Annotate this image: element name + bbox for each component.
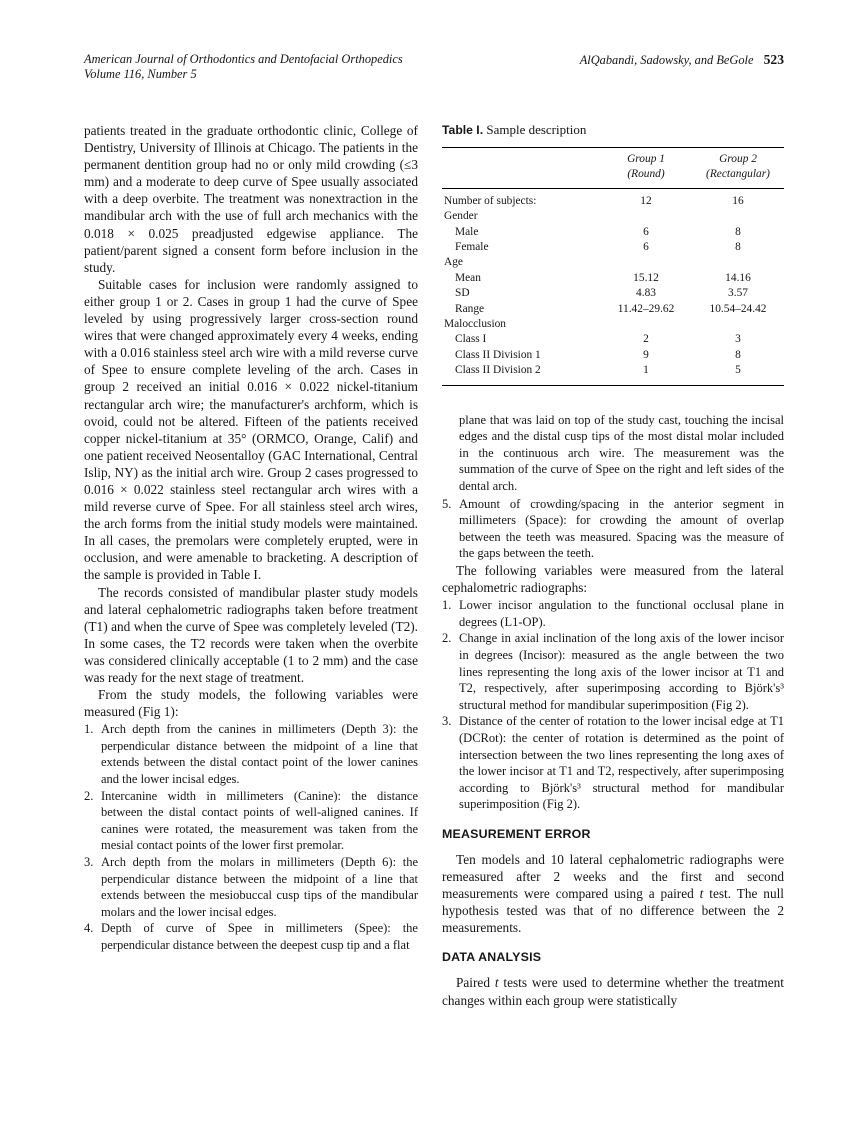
table-cell-value — [600, 317, 692, 332]
table-caption-text: Sample description — [486, 122, 587, 137]
table-cell-value: 3 — [735, 333, 741, 346]
right-column — [442, 122, 784, 1009]
list-number: 5. — [442, 496, 452, 511]
journal-info — [84, 52, 403, 82]
table-cell-label: Class II Division 2 — [455, 364, 541, 377]
list-item — [84, 721, 418, 787]
table-cell-value: 2 — [643, 333, 649, 346]
cephalometric-variables-list — [442, 597, 784, 813]
paragraph-part-italic: t — [494, 975, 499, 991]
list-number: 4. — [84, 921, 94, 936]
table-cell-label: Gender — [444, 210, 478, 223]
list-item — [84, 854, 418, 920]
paragraph-part: Ten models and 10 lateral cephalometric radiographs were remeasured after 2 weeks and the first and second measurements were compared using a paired — [442, 851, 784, 902]
table-row — [442, 348, 784, 363]
table-cell-value: 15.12 — [633, 271, 659, 284]
table-cell-value: 10.54–24.42 — [709, 302, 767, 315]
paragraph — [442, 974, 784, 1008]
table-cell-value: 14.16 — [725, 271, 751, 284]
paragraph-part: tests were used to determine whether the treatment changes within each group were statistically — [442, 975, 784, 1008]
list-number: 2. — [84, 788, 94, 803]
table-caption — [442, 122, 784, 138]
table-stub — [442, 148, 600, 189]
table-row — [442, 302, 784, 317]
table-cell-label: Mean — [455, 271, 481, 284]
table-col-header-group2 — [692, 148, 784, 189]
table-row — [442, 255, 784, 270]
paragraph: patients treated in the graduate orthodontic clinic, College of Dentistry, University of Illinois at Chicago. The patients in the permanent dentition group had no or only mild crowding (≤3 mm) and a moderate to deep curve of Spee usually associated with a deep overbite. The treatment was nonextraction in the mandibular arch with the use of full arch mechanics with the 0.018 × 0.025 preadjusted edgewise appliance. The patient/parent signed a consent form before inclusion in the study. — [84, 123, 418, 275]
list-item — [442, 496, 784, 562]
list-item — [442, 597, 784, 630]
table-cell-label: Female — [455, 241, 489, 254]
section-heading-measurement-error: MEASUREMENT ERROR — [442, 826, 591, 841]
table-cell-value: 4.83 — [636, 287, 656, 300]
table-cell-label: Class I — [455, 333, 487, 346]
table-cell-value: 8 — [735, 225, 741, 238]
table-row — [442, 209, 784, 224]
table-cell-value: 11.42–29.62 — [617, 302, 675, 315]
table-cell-value: 6 — [643, 225, 649, 238]
list-item — [442, 630, 784, 713]
table-cell-label: Range — [455, 302, 485, 315]
table-cell-value: 5 — [735, 364, 741, 377]
table-cell-value: 9 — [643, 348, 649, 361]
sample-description-table — [442, 147, 784, 386]
table-cell-value — [600, 209, 692, 224]
list-number: 1. — [442, 598, 452, 613]
paragraph-part: test. The null hypothesis tested was that of no difference between the 2 measurements. — [442, 886, 784, 936]
paragraph-part: Paired — [456, 975, 495, 991]
table-cell-value — [692, 317, 784, 332]
table-cell-value — [600, 255, 692, 270]
list-text: Distance of the center of rotation to the lower incisal edge at T1 (DCRot): the center of rotation is determined as the point of intersection between the two lines representing the long axes of the lower incisor at T1 and T2, respectively, after superimposing according to Björk's³ structural method for mandibular superimposition (Fig 2). — [459, 714, 784, 812]
table-cell-value: 8 — [735, 348, 741, 361]
table-cell-value: 1 — [643, 364, 649, 377]
table-cell-label: Age — [444, 256, 463, 269]
list-text: Lower incisor angulation to the functional occlusal plane in degrees (L1-OP). — [459, 598, 784, 629]
paragraph: The following variables were measured from the lateral cephalometric radiographs: — [442, 563, 784, 596]
header-line: Group 2 — [719, 153, 757, 165]
list-item — [84, 788, 418, 854]
header-line: (Rectangular) — [706, 168, 770, 181]
paragraph: Suitable cases for inclusion were randomly assigned to either group 1 or 2. Cases in group 1 had the curve of Spee leveled by using progressively larger cross-section round wires that were changed approximately every 4 weeks, ending with a 0.016 stainless steel arch wire with a mild reverse curve of Spee to ensure complete leveling of the arch. Cases in group 2 received an initial 0.016 × 0.022 nickel-titanium rectangular arch wire; the manufacturer's archform, which is ovoid, could not be altered. Fifteen of the patients received copper nickel-titanium at 35° (ORMCO, Orange, Calif) and one patient received Neosentalloy (GAC International, Central Islip, NY) as the initial arch wire. Group 2 cases progressed to 0.016 × 0.022 stainless steel rectangular arch wires with a mild reverse curve of Spee. For all stainless steel arch wires, the arch forms from the initial study models were maintained. In all cases, the premolars were completely erupted, were in occlusion, and were amenable to bracketing. A description of the sample is provided in Table I. — [84, 276, 418, 583]
table-header-row — [442, 148, 784, 189]
table-row — [442, 286, 784, 301]
list-number: 1. — [84, 722, 94, 737]
header-line: Group 1 — [627, 153, 665, 165]
table-cell-label: Male — [455, 225, 479, 238]
table-caption-label: Table I. — [442, 123, 484, 137]
table-body — [442, 188, 784, 385]
list-item-4-continuation: plane that was laid on top of the study cast, touching the incisal edges and the distal cusp tips of the most distal molar included in the continuous arch wire. The measurement was the summation of the curve of Spee on the right and left sides of the dental arch. — [459, 412, 784, 494]
list-text: Arch depth from the canines in millimeters (Depth 3): the perpendicular distance between the midpoint of a line that extends between the distal contact point of the lower canines and the lower incisal edges. — [101, 722, 418, 787]
table-cell-value: 12 — [640, 194, 652, 207]
table-row — [442, 240, 784, 255]
paragraph: From the study models, the following variables were measured (Fig 1): — [84, 687, 418, 720]
paragraph-part-italic: t — [699, 886, 704, 902]
page-number: 523 — [763, 52, 784, 67]
running-head — [580, 52, 784, 68]
table-row — [442, 188, 784, 209]
list-number: 2. — [442, 631, 452, 646]
list-number: 3. — [84, 855, 94, 870]
table-row — [442, 225, 784, 240]
header-line: (Round) — [627, 168, 665, 181]
table-cell-value: 16 — [732, 194, 744, 207]
page-header — [84, 52, 784, 82]
table-row — [442, 271, 784, 286]
list-text: Change in axial inclination of the long axis of the lower incisor in degrees (Incisor): measured as the angle between the two lines representing the long axis of the lower incisor at T1 and T2, respectively, after superimposing according to Björk's³ structural method for mandibular superimposition (Fig 2). — [459, 631, 784, 712]
list-item — [84, 920, 418, 953]
paragraph — [442, 851, 784, 936]
table-col-header-group1 — [600, 148, 692, 189]
study-model-variables-list — [84, 721, 418, 953]
article-body — [84, 122, 784, 1009]
table-head — [442, 148, 784, 189]
table-cell-label: SD — [455, 287, 470, 300]
list-item — [442, 713, 784, 813]
section-heading-data-analysis: DATA ANALYSIS — [442, 950, 542, 965]
list-text: Intercanine width in millimeters (Canine): the distance between the distal contact points of well-aligned canines. If canines were rotated, the measurement was taken from the mesial contact points of the lower first premolar. — [101, 788, 418, 853]
list-text: Arch depth from the molars in millimeters (Depth 6): the perpendicular distance between the midpoint of a line that extends between the mesiobuccal cusp tips of the mandibular molars and the lower incisal edges. — [101, 855, 418, 919]
left-column — [84, 122, 418, 1009]
paragraph: The records consisted of mandibular plaster study models and lateral cephalometric radiographs taken before treatment (T1) and when the curve of Spee was completely leveled (T2). In some cases, the T2 records were taken when the overbite was considered clinically acceptable (1 to 2 mm) and the case was ready for the next stage of treatment. — [84, 584, 418, 685]
table-cell-value: 8 — [735, 241, 741, 254]
table-cell-value — [692, 209, 784, 224]
list-text: Depth of curve of Spee in millimeters (Spee): the perpendicular distance between the deepest cusp tip and a flat — [101, 921, 418, 952]
study-model-variables-list-continued — [442, 496, 784, 562]
table-cell-label: Class II Division 1 — [455, 348, 541, 361]
journal-title: American Journal of Orthodontics and Dentofacial Orthopedics — [84, 52, 403, 66]
list-text: Amount of crowding/spacing in the anterior segment in millimeters (Space): for crowding the amount of overlap between the teeth was measured. Spacing was the measure of the gaps between the teeth. — [459, 496, 784, 561]
table-row — [442, 317, 784, 332]
table-cell-value: 6 — [643, 241, 649, 254]
journal-volume: Volume 116, Number 5 — [84, 67, 197, 81]
table-row — [442, 332, 784, 347]
running-head-authors: AlQabandi, Sadowsky, and BeGole — [579, 53, 754, 67]
table-cell-label: Malocclusion — [444, 318, 507, 331]
table-cell-value: 3.57 — [728, 287, 748, 300]
table-cell-value — [692, 255, 784, 270]
table-1-block — [442, 122, 784, 386]
table-cell-label: Number of subjects: — [444, 194, 537, 207]
table-row — [442, 363, 784, 385]
list-number: 3. — [442, 714, 452, 729]
